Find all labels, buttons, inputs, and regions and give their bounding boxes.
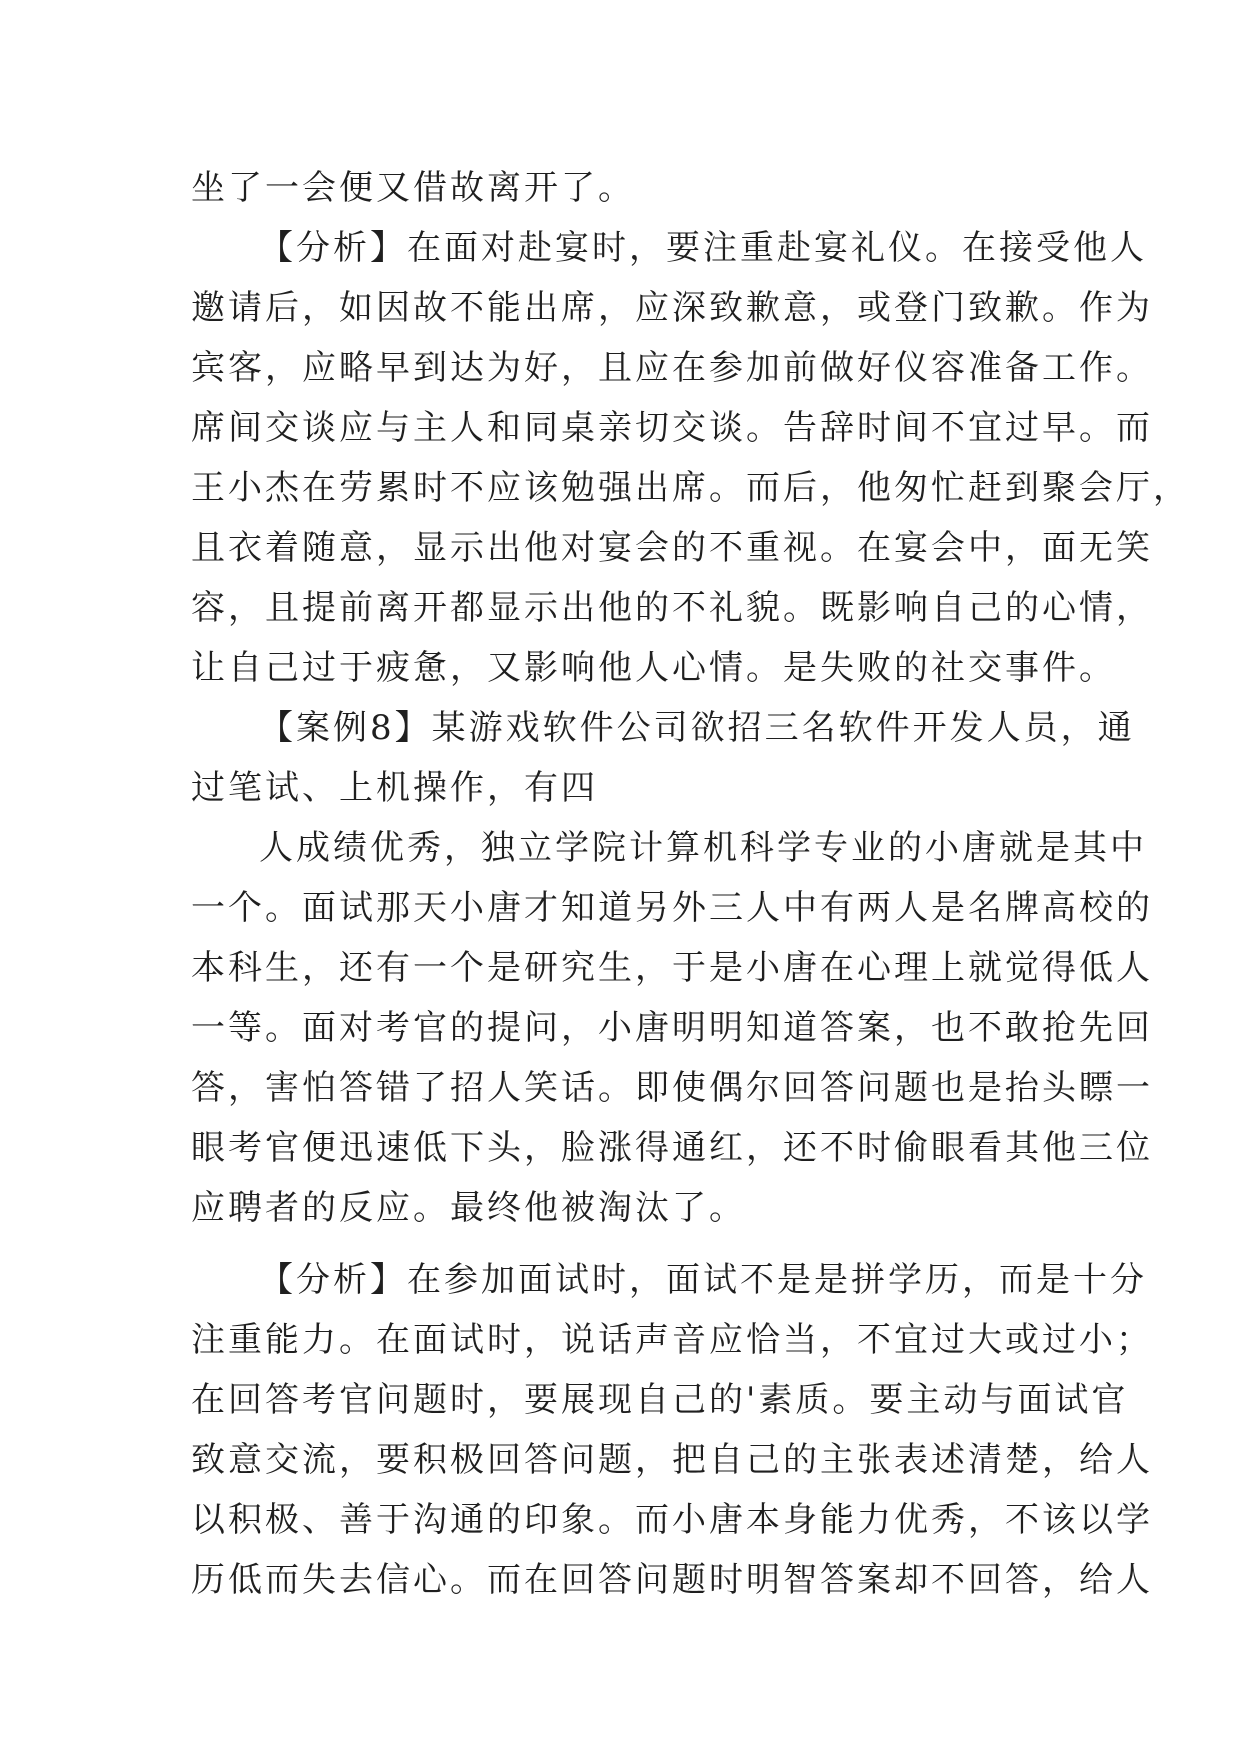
- text-line: 人成绩优秀，独立学院计算机科学专业的小唐就是其中: [259, 828, 1147, 868]
- text-line: 注重能力。在面试时，说话声音应恰当，不宜过大或过小；: [191, 1320, 1153, 1360]
- text-line: 坐了一会便又借故离开了。: [191, 168, 635, 208]
- text-line: 席间交谈应与主人和同桌亲切交谈。告辞时间不宜过早。而: [191, 408, 1153, 448]
- text-line: 答，害怕答错了招人笑话。即使偶尔回答问题也是抬头瞟一: [191, 1068, 1153, 1108]
- text-line: 本科生，还有一个是研究生，于是小唐在心理上就觉得低人: [191, 948, 1153, 988]
- text-line: 一等。面对考官的提问，小唐明明知道答案，也不敢抢先回: [191, 1008, 1153, 1048]
- text-line: 王小杰在劳累时不应该勉强出席。而后，他匆忙赶到聚会厅，: [191, 468, 1190, 508]
- text-line: 且衣着随意，显示出他对宴会的不重视。在宴会中，面无笑: [191, 528, 1153, 568]
- text-line: 过笔试、上机操作，有四: [191, 768, 598, 808]
- text-line: 一个。面试那天小唐才知道另外三人中有两人是名牌高校的: [191, 888, 1153, 928]
- text-line: 应聘者的反应。最终他被淘汰了。: [191, 1188, 746, 1228]
- text-line: 历低而失去信心。而在回答问题时明智答案却不回答，给人: [191, 1560, 1153, 1600]
- text-line: 让自己过于疲惫，又影响他人心情。是失败的社交事件。: [191, 648, 1116, 688]
- text-line: 【分析】在参加面试时，面试不是是拼学历，而是十分: [259, 1260, 1147, 1300]
- text-line: 以积极、善于沟通的印象。而小唐本身能力优秀，不该以学: [191, 1500, 1153, 1540]
- text-line: 【分析】在面对赴宴时，要注重赴宴礼仪。在接受他人: [259, 228, 1147, 268]
- text-line: 在回答考官问题时，要展现自己的'素质。要主动与面试官: [191, 1380, 1129, 1420]
- text-line: 致意交流，要积极回答问题，把自己的主张表述清楚，给人: [191, 1440, 1153, 1480]
- text-line: 【案例8】某游戏软件公司欲招三名软件开发人员，通: [259, 708, 1135, 748]
- text-line: 宾客，应略早到达为好，且应在参加前做好仪容准备工作。: [191, 348, 1153, 388]
- text-line: 眼考官便迅速低下头，脸涨得通红，还不时偷眼看其他三位: [191, 1128, 1153, 1168]
- document-body: [191, 158, 1190, 1610]
- text-line: 邀请后，如因故不能出席，应深致歉意，或登门致歉。作为: [191, 288, 1153, 328]
- text-line: 容，且提前离开都显示出他的不礼貌。既影响自己的心情，: [191, 588, 1153, 628]
